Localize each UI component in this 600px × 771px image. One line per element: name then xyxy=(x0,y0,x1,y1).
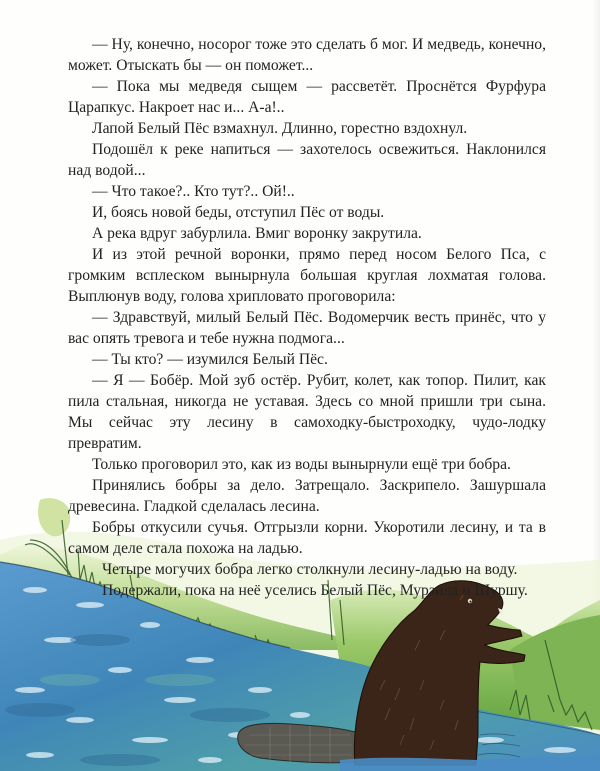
paragraph: Четыре могучих бобра легко столкнули лесину-ладью на воду. xyxy=(102,561,518,578)
paragraph: Принялись бобры за дело. Затрещало. Заскрипело. Зашуршала древесина. Гладкой сделалась лесина. xyxy=(68,477,546,515)
beaver-tail xyxy=(238,723,355,762)
paragraph: — Здравствуй, милый Белый Пёс. Водомерчик весть принёс, что у вас опять тревога и тебе нужна подмога... xyxy=(68,309,546,347)
paragraph: Лапой Белый Пёс взмахнул. Длинно, горестно вздохнул. xyxy=(92,120,468,137)
paragraph: Подошёл к реке напиться — захотелось освежиться. Наклонился над водой... xyxy=(68,141,546,179)
paragraph: И из этой речной воронки, прямо перед носом Белого Пса, с громким всплеском вынырнула большая круглая лохматая голова. Выплюнув воду, голова хрипловато проговорила: xyxy=(68,246,546,305)
paragraph: Только проговорил это, как из воды вынырнули ещё три бобра. xyxy=(92,456,511,473)
paragraph: А река вдруг забурлила. Вмиг воронку закрутила. xyxy=(92,225,422,242)
paragraph: Подержали, пока на неё уселись Белый Пёс, Мурзила и Шуршу. xyxy=(102,582,528,599)
paragraph: — Что такое?.. Кто тут?.. Ой!.. xyxy=(92,183,295,200)
paragraph: И, боясь новой беды, отступил Пёс от воды. xyxy=(92,204,385,221)
paragraph: Бобры откусили сучья. Отгрызли корни. Укоротили лесину, и та в самом деле стала похожа на ладью. xyxy=(68,519,546,557)
bush-icon xyxy=(38,498,70,536)
paragraph: — Ты кто? — изумился Белый Пёс. xyxy=(92,351,328,368)
story-text xyxy=(68,34,546,601)
paragraph: — Ну, конечно, носорог тоже это сделать б мог. И медведь, конечно, может. Отыскать бы — он поможет... xyxy=(68,36,546,74)
paragraph: — Пока мы медведя сыщем — рассветёт. Проснётся Фурфура Царапкус. Накроет нас и... А-а!.. xyxy=(68,78,546,116)
paragraph: — Я — Бобёр. Мой зуб остёр. Рубит, колет, как топор. Пилит, как пила стальная, никогда не уставая. Здесь со мной пришли три сына. Мы сейчас эту лесину в самоходку-быстроходку, чудо-лодку превратим. xyxy=(68,372,546,452)
